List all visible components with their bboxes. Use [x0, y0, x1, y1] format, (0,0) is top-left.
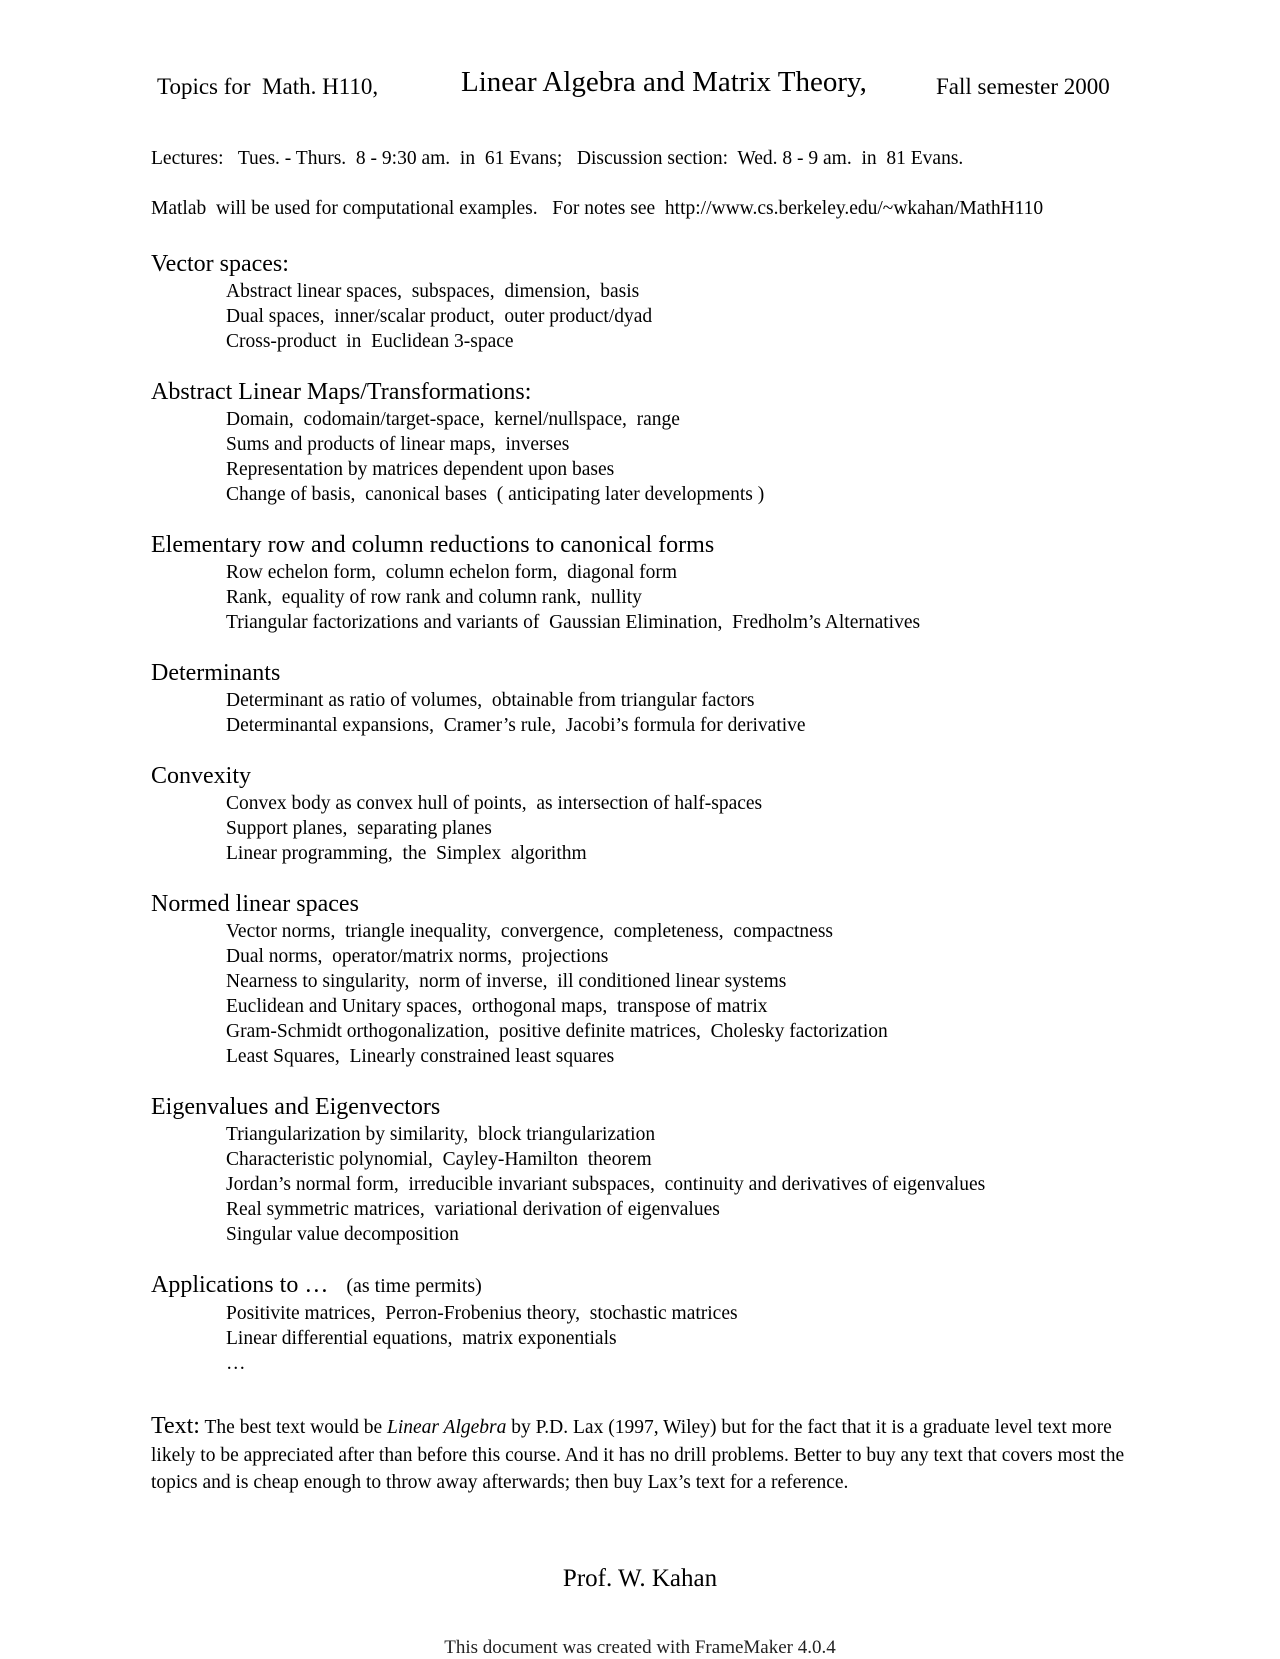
topic-section [151, 659, 1151, 738]
matlab-notes: Matlab will be used for computational examples. For notes see http://www.cs.berkeley.edu/~wkahan/MathH110 [151, 198, 1044, 219]
topic-item: Abstract linear spaces, subspaces, dimension, basis [226, 281, 640, 302]
topic-item: Dual spaces, inner/scalar product, outer product/dyad [226, 306, 653, 327]
text-label: Text: [151, 1413, 200, 1439]
section-title [151, 378, 1151, 407]
topic-item: Gram-Schmidt orthogonalization, positive definite matrices, Cholesky factorization [226, 1021, 888, 1042]
topic-item: Singular value decomposition [226, 1224, 459, 1245]
topic-item: Convex body as convex hull of points, as intersection of half-spaces [226, 793, 763, 814]
topic-item: Rank, equality of row rank and column rank, nullity [226, 587, 642, 608]
topic-item: Row echelon form, column echelon form, diagonal form [226, 562, 678, 583]
course-title: Linear Algebra and Matrix Theory, [461, 66, 867, 98]
section-title-text: Abstract Linear Maps/Transformations: [151, 379, 532, 405]
section-title-text: Normed linear spaces [151, 891, 359, 917]
section-title [151, 250, 1151, 279]
topic-section [151, 1093, 1151, 1247]
topic-item: Change of basis, canonical bases ( anticipating later developments ) [226, 484, 765, 505]
section-title-text: Vector spaces: [151, 251, 289, 277]
topic-item: Positivite matrices, Perron-Frobenius theory, stochastic matrices [226, 1303, 738, 1324]
topic-section [151, 890, 1151, 1069]
topic-section [151, 1271, 1151, 1376]
section-title [151, 1093, 1151, 1122]
topic-item: Real symmetric matrices, variational derivation of eigenvalues [226, 1199, 720, 1220]
topic-sections [151, 250, 1151, 1400]
topic-item: Characteristic polynomial, Cayley-Hamilton theorem [226, 1149, 652, 1170]
topic-item: Sums and products of linear maps, inverses [226, 434, 570, 455]
section-title-text: Convexity [151, 763, 251, 789]
topic-section [151, 762, 1151, 866]
section-title [151, 659, 1151, 688]
section-title-aside: (as time permits) [346, 1275, 482, 1297]
topic-item: Nearness to singularity, norm of inverse, ill conditioned linear systems [226, 971, 787, 992]
section-title [151, 762, 1151, 791]
topic-section [151, 250, 1151, 354]
topic-item: Determinant as ratio of volumes, obtainable from triangular factors [226, 690, 755, 711]
instructor-signature: Prof. W. Kahan [562, 1565, 718, 1592]
topic-item: Cross-product in Euclidean 3-space [226, 331, 514, 352]
text-recommendation [151, 1413, 1136, 1497]
text-intro: The best text would be [204, 1417, 383, 1438]
section-title [151, 890, 1151, 919]
book-title: Linear Algebra [387, 1417, 507, 1438]
lecture-schedule: Lectures: Tues. - Thurs. 8 - 9:30 am. in 61 Evans; Discussion section: Wed. 8 - 9 am. in 81 Evans. [151, 148, 964, 169]
topic-item: Support planes, separating planes [226, 818, 492, 839]
topic-item: … [226, 1353, 246, 1374]
topic-item: Representation by matrices dependent upon bases [226, 459, 615, 480]
topic-item: Least Squares, Linearly constrained least squares [226, 1046, 615, 1067]
topic-item: Domain, codomain/target-space, kernel/nullspace, range [226, 409, 680, 430]
topic-item: Vector norms, triangle inequality, convergence, completeness, compactness [226, 921, 834, 942]
topic-item: Euclidean and Unitary spaces, orthogonal maps, transpose of matrix [226, 996, 768, 1017]
topic-item: Triangular factorizations and variants of Gaussian Elimination, Fredholm’s Alternatives [226, 612, 921, 633]
topic-item: Determinantal expansions, Cramer’s rule, Jacobi’s formula for derivative [226, 715, 806, 736]
topic-item: Jordan’s normal form, irreducible invariant subspaces, continuity and derivatives of eigenvalues [226, 1174, 986, 1195]
section-title-text: Elementary row and column reductions to canonical forms [151, 532, 715, 558]
topic-item: Linear programming, the Simplex algorithm [226, 843, 587, 864]
topic-item: Linear differential equations, matrix exponentials [226, 1328, 617, 1349]
section-title-text: Applications to … [151, 1272, 329, 1298]
section-title-text: Eigenvalues and Eigenvectors [151, 1094, 441, 1120]
topic-section [151, 531, 1151, 635]
course-number: Topics for Math. H110, [157, 74, 379, 99]
section-title-text: Determinants [151, 660, 281, 686]
topic-section [151, 378, 1151, 507]
section-title [151, 1271, 1151, 1301]
semester: Fall semester 2000 [936, 74, 1110, 99]
course-header [0, 66, 1280, 106]
footer-note: This document was created with FrameMaker 4.0.4 [444, 1637, 836, 1658]
topic-item: Triangularization by similarity, block triangularization [226, 1124, 656, 1145]
section-title [151, 531, 1151, 560]
topic-item: Dual norms, operator/matrix norms, projections [226, 946, 609, 967]
text-body: by P.D. Lax (1997, Wiley) but for the fact that it is a graduate level text more likely to be appreciated after than before this course. And it has no drill problems. Better to buy any text that covers most the topics and is cheap enough to throw away afterwards; then buy Lax’s text for a reference. [151, 1417, 1125, 1493]
